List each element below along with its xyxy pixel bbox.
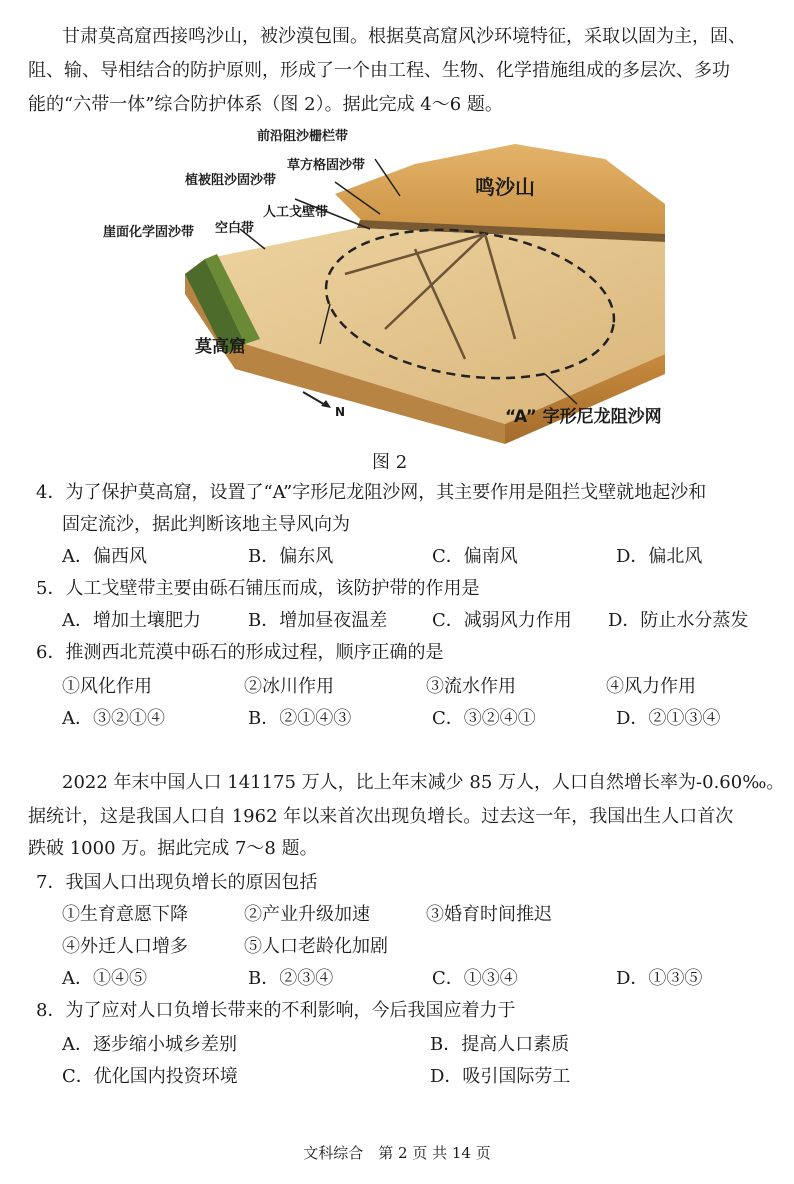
q7-item-4: ④外迁人口增多 [62,936,188,957]
q7-option-c: C．①③④ [432,968,518,989]
label-cliff-chem: 崖面化学固沙带 [103,225,195,240]
q4-option-a: A．偏西风 [62,546,147,567]
label-north: N [335,405,346,419]
q4-option-b: B．偏东风 [248,546,334,567]
q6-item-2: ②冰川作用 [244,676,334,697]
q8-stem: 8．为了应对人口负增长带来的不利影响，今后我国应着力于 [36,1000,516,1021]
q6-option-b: B．②①④③ [248,708,352,729]
intro2-line-1: 2022 年末中国人口 141175 万人，比上年末减少 85 万人，人口自然增长率为-0.60‰。 [62,772,785,793]
q7-item-2: ②产业升级加速 [244,904,370,925]
q4-stem-line-2: 固定流沙，据此判断该地主导风向为 [62,514,350,535]
intro2-line-2: 据统计，这是我国人口自 1962 年以来首次出现负增长。过去这一年，我国出生人口首次 [28,806,734,827]
q5-option-d: D．防止水分蒸发 [608,610,749,631]
label-front-fence: 前沿阻沙栅栏带 [257,129,349,144]
sand-protection-diagram [103,124,675,444]
label-vegetation: 植被阻沙固沙带 [185,173,277,188]
q4-option-c: C．偏南风 [432,546,518,567]
q8-option-c: C．优化国内投资环境 [62,1066,238,1087]
q6-option-d: D．②①③④ [616,708,721,729]
q5-option-a: A．增加土壤肥力 [62,610,201,631]
q7-item-1: ①生育意愿下降 [62,904,188,925]
q6-stem: 6．推测西北荒漠中砾石的形成过程，顺序正确的是 [36,642,444,663]
label-grotto: 莫高窟 [195,337,246,357]
q7-option-a: A．①④⑤ [62,968,147,989]
q7-option-d: D．①③⑤ [616,968,703,989]
q5-option-c: C．减弱风力作用 [432,610,572,631]
q4-stem-line-1: 4．为了保护莫高窟，设置了“A”字形尼龙阻沙网，其主要作用是阻拦戈壁就地起沙和 [36,482,707,503]
intro1-line-1: 甘肃莫高窟西接鸣沙山，被沙漠包围。根据莫高窟风沙环境特征，采取以固为主，固、 [62,26,746,47]
label-mountain: 鸣沙山 [475,175,535,199]
label-grass-grid: 草方格固沙带 [287,158,366,173]
page-footer: 文科综合 第 2 页 共 14 页 [303,1144,491,1162]
q4-option-d: D．偏北风 [616,546,703,567]
q6-option-c: C．③②④① [432,708,536,729]
q5-stem: 5．人工戈壁带主要由砾石铺压而成，该防护带的作用是 [36,578,480,599]
label-gobi: 人工戈壁带 [263,205,329,220]
q7-stem: 7．我国人口出现负增长的原因包括 [36,872,318,893]
q6-option-a: A．③②①④ [62,708,165,729]
q6-item-3: ③流水作用 [426,676,516,697]
q8-option-b: B．提高人口素质 [430,1034,570,1055]
q5-option-b: B．增加昼夜温差 [248,610,388,631]
intro1-line-3: 能的“六带一体”综合防护体系（图 2）。据此完成 4～6 题。 [28,94,503,115]
label-net: “A” 字形尼龙阻沙网 [505,407,662,427]
q8-option-a: A．逐步缩小城乡差别 [62,1034,237,1055]
intro2-line-3: 跌破 1000 万。据此完成 7～8 题。 [28,838,318,859]
q7-item-3: ③婚育时间推迟 [426,904,552,925]
figure-caption: 图 2 [372,452,408,473]
q6-item-1: ①风化作用 [62,676,152,697]
label-blank: 空白带 [215,221,255,236]
q7-option-b: B．②③④ [248,968,334,989]
q7-item-5: ⑤人口老龄化加剧 [244,936,388,957]
q8-option-d: D．吸引国际劳工 [430,1066,571,1087]
intro1-line-2: 阻、输、导相结合的防护原则，形成了一个由工程、生物、化学措施组成的多层次、多功 [28,60,730,81]
q6-item-4: ④风力作用 [606,676,696,697]
